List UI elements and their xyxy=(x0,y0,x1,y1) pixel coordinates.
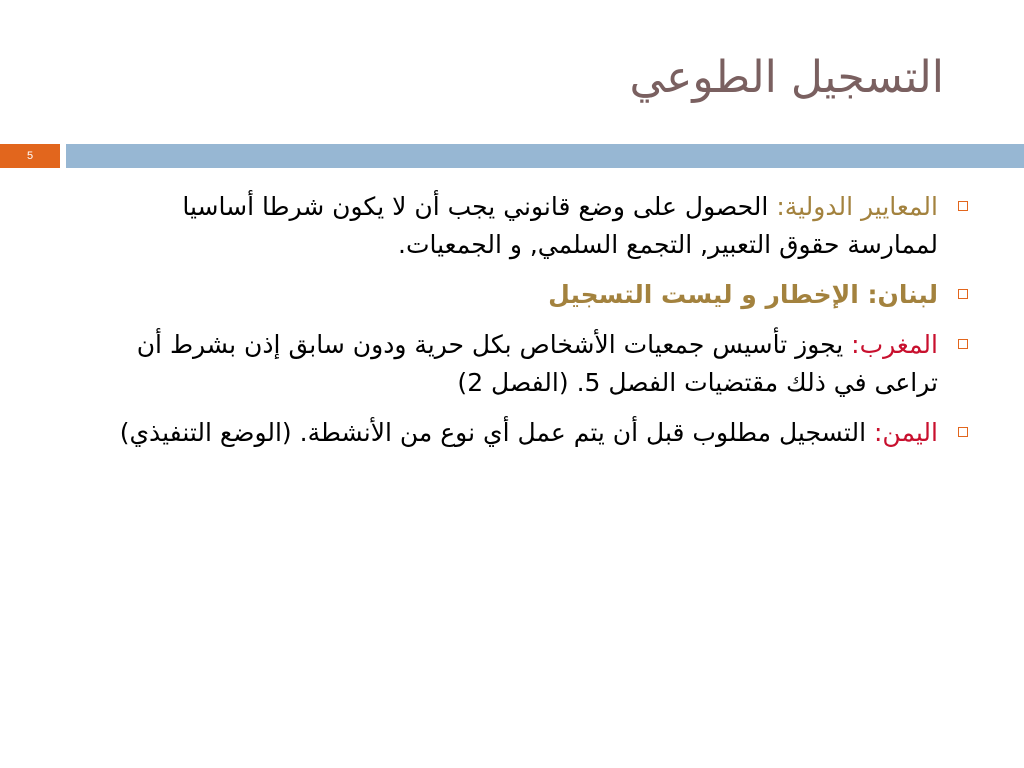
slide-content xyxy=(100,188,938,464)
bullet-item xyxy=(100,326,938,402)
page-number-badge xyxy=(0,144,60,168)
square-bullet-icon xyxy=(958,201,968,211)
slide-title: التسجيل الطوعي xyxy=(629,52,944,103)
bullet-text: التسجيل مطلوب قبل أن يتم عمل أي نوع من الأنشطة. (الوضع التنفيذي) xyxy=(119,418,874,447)
bullet-text: الحصول على وضع قانوني يجب أن لا يكون شرطا أساسيا لممارسة حقوق التعبير, التجمع السلمي, و الجمعيات. xyxy=(182,192,938,259)
bullet-label: لبنان: الإخطار و ليست التسجيل xyxy=(548,280,938,309)
square-bullet-icon xyxy=(958,427,968,437)
bullet-label: اليمن: xyxy=(873,418,938,447)
bullet-item xyxy=(100,188,938,264)
bullet-label: المغرب: xyxy=(851,330,938,359)
square-bullet-icon xyxy=(958,339,968,349)
bullet-item xyxy=(100,414,938,452)
square-bullet-icon xyxy=(958,289,968,299)
bullet-item xyxy=(100,276,938,314)
page-number: 5 xyxy=(26,150,34,162)
bullet-label: المعايير الدولية: xyxy=(776,192,938,221)
header-bar xyxy=(66,144,1024,168)
bullet-text: يجوز تأسيس جمعيات الأشخاص بكل حرية ودون سابق إذن بشرط أن تراعى في ذلك مقتضيات الفصل 5. (الفصل 2) xyxy=(136,330,938,397)
